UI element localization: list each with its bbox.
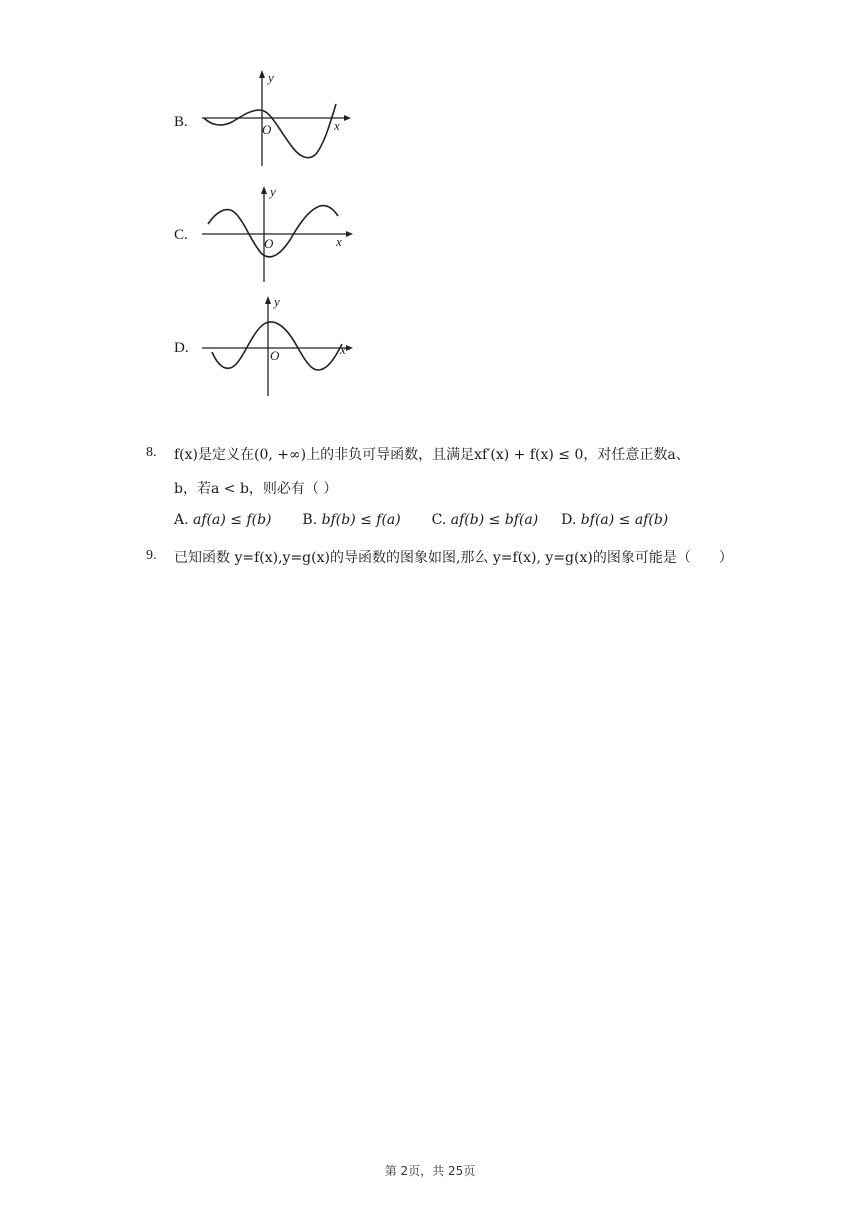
- option-c-origin-label: O: [264, 236, 274, 251]
- q8-choice-a-letter: A.: [174, 512, 189, 528]
- q9-stem: 已知函数 y=f(x),y=g(x)的导函数的图象如图,那么 y=f(x), y=g(x)的图象可能是（ ）: [174, 550, 733, 566]
- q8-choice-b-text: bf(b) ≤ f(a): [321, 512, 401, 528]
- option-d-graph: [198, 292, 363, 400]
- option-b-origin-label: O: [262, 122, 272, 137]
- q8-choice-c-text: af(b) ≤ bf(a): [450, 512, 539, 528]
- option-c-label: C.: [174, 227, 188, 243]
- option-b-label: B.: [174, 114, 188, 130]
- option-d-x-label: x: [340, 342, 346, 357]
- option-d-label: D.: [174, 340, 189, 356]
- option-c-y-label: y: [270, 184, 276, 199]
- q8-stem-line1: f(x)是定义在(0, +∞)上的非负可导函数，且满足xf′(x) + f(x) ≤ 0，对任意正数a、: [174, 447, 690, 463]
- q8-choice-a[interactable]: [174, 512, 276, 528]
- q8-choice-b[interactable]: [302, 512, 405, 528]
- option-c-graph: [198, 182, 363, 286]
- q8-choice-b-letter: B.: [302, 512, 318, 528]
- q8-number: 8.: [146, 445, 157, 460]
- q9-number: 9.: [146, 548, 157, 563]
- q8-choice-d-letter: D.: [561, 512, 577, 528]
- option-b-graph: [198, 66, 363, 176]
- option-b-x-label: x: [334, 118, 340, 133]
- option-b-y-label: y: [268, 70, 274, 85]
- q8-choices: [174, 512, 668, 528]
- q8-choice-d[interactable]: [561, 512, 668, 528]
- option-d-y-label: y: [274, 294, 280, 309]
- q8-choice-c-letter: C.: [431, 512, 447, 528]
- page-footer: 第 2页，共 25页: [384, 1164, 476, 1178]
- q8-choice-a-text: af(a) ≤ f(b): [193, 512, 272, 528]
- q8-choice-c[interactable]: [432, 512, 543, 528]
- option-c-x-label: x: [336, 234, 342, 249]
- q8-choice-d-text: bf(a) ≤ af(b): [580, 512, 669, 528]
- option-d-origin-label: O: [270, 348, 280, 363]
- q8-stem-line2: b，若a < b，则必有（ ）: [174, 481, 338, 497]
